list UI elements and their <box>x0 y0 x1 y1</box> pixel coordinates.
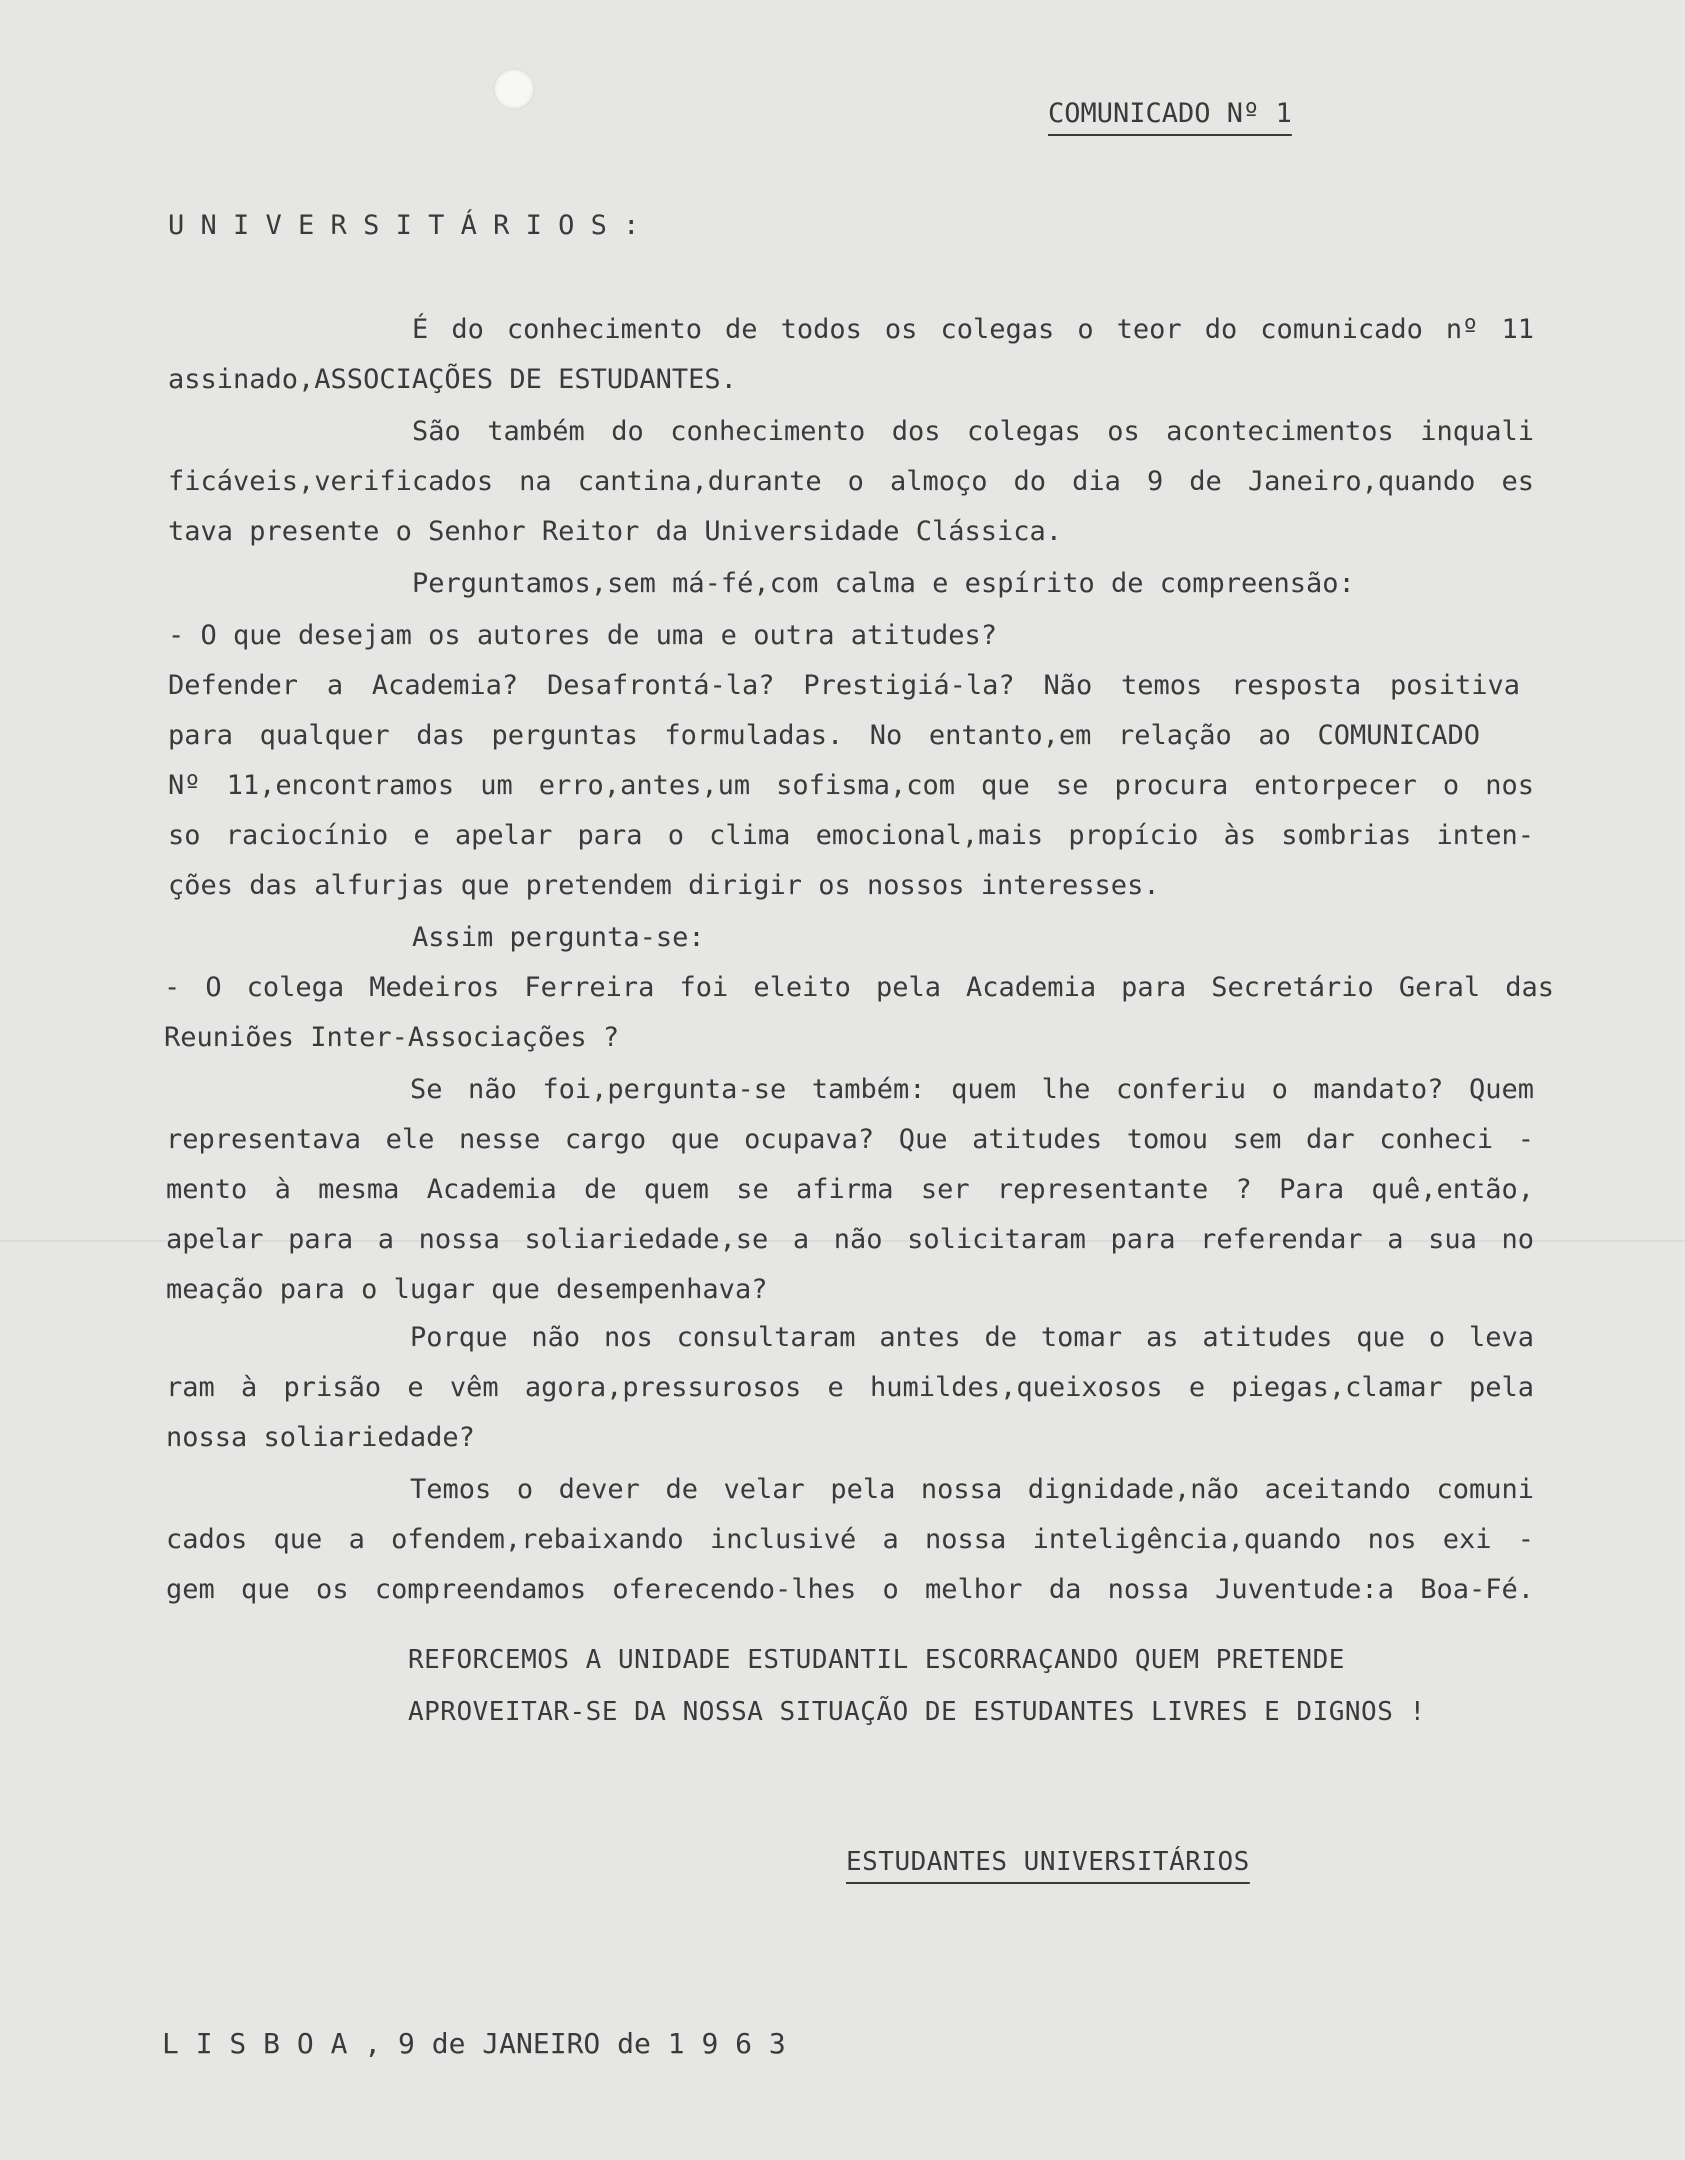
body-line: tava presente o Senhor Reitor da Universidade Clássica. <box>168 516 1063 547</box>
closing-line: APROVEITAR-SE DA NOSSA SITUAÇÃO DE ESTUDANTES LIVRES E DIGNOS ! <box>408 1697 1426 1727</box>
body-line: meação para o lugar que desempenhava? <box>166 1274 768 1305</box>
body-line: apelar para a nossa soliariedade,se a não solicitaram para referendar a sua no <box>166 1224 1534 1255</box>
body-line: Assim pergunta-se: <box>412 922 705 953</box>
body-line: ficáveis,verificados na cantina,durante o almoço do dia 9 de Janeiro,quando es <box>168 466 1534 497</box>
body-line: ções das alfurjas que pretendem dirigir os nossos interesses. <box>168 870 1160 901</box>
body-line: Perguntamos,sem má-fé,com calma e espírito de compreensão: <box>412 568 1355 599</box>
body-line: Temos o dever de velar pela nossa dignidade,não aceitando comuni <box>410 1474 1534 1505</box>
body-line: assinado,ASSOCIAÇÕES DE ESTUDANTES. <box>168 364 737 395</box>
closing-line: REFORCEMOS A UNIDADE ESTUDANTIL ESCORRAÇANDO QUEM PRETENDE <box>408 1645 1345 1675</box>
body-line: nossa soliariedade? <box>166 1422 475 1453</box>
body-line: - O colega Medeiros Ferreira foi eleito pela Academia para Secretário Geral das <box>164 972 1554 1003</box>
body-line: Reuniões Inter-Associações ? <box>164 1022 620 1053</box>
signature: ESTUDANTES UNIVERSITÁRIOS <box>846 1847 1250 1877</box>
body-line: Nº 11,encontramos um erro,antes,um sofisma,com que se procura entorpecer o nos <box>168 770 1534 801</box>
punch-hole <box>493 68 535 110</box>
communique-number: COMUNICADO Nº 1 <box>1048 98 1292 129</box>
body-line: mento à mesma Academia de quem se afirma ser representante ? Para quê,então, <box>166 1174 1534 1205</box>
body-line: São também do conhecimento dos colegas os acontecimentos inquali <box>412 416 1534 447</box>
body-line: - O que desejam os autores de uma e outra atitudes? <box>168 620 998 651</box>
body-line: so raciocínio e apelar para o clima emocional,mais propício às sombrias inten- <box>168 820 1534 851</box>
body-line: cados que a ofendem,rebaixando inclusivé a nossa inteligência,quando nos exi - <box>166 1524 1534 1555</box>
body-line: para qualquer das perguntas formuladas. No entanto,em relação ao COMUNICADO <box>168 720 1480 751</box>
body-line: gem que os compreendamos oferecendo-lhes o melhor da nossa Juventude:a Boa-Fé. <box>166 1574 1534 1605</box>
body-line: É do conhecimento de todos os colegas o teor do comunicado nº 11 <box>412 314 1534 345</box>
body-line: Se não foi,pergunta-se também: quem lhe conferiu o mandato? Quem <box>410 1074 1534 1105</box>
dateline: L I S B O A , 9 de JANEIRO de 1 9 6 3 <box>162 2027 786 2060</box>
body-line: ram à prisão e vêm agora,pressurosos e humildes,queixosos e piegas,clamar pela <box>166 1372 1534 1403</box>
body-line: representava ele nesse cargo que ocupava? Que atitudes tomou sem dar conheci - <box>166 1124 1534 1155</box>
salutation: U N I V E R S I T Á R I O S : <box>168 210 640 241</box>
body-line: Defender a Academia? Desafrontá-la? Prestigiá-la? Não temos resposta positiva <box>168 670 1520 701</box>
body-line: Porque não nos consultaram antes de tomar as atitudes que o leva <box>410 1322 1534 1353</box>
